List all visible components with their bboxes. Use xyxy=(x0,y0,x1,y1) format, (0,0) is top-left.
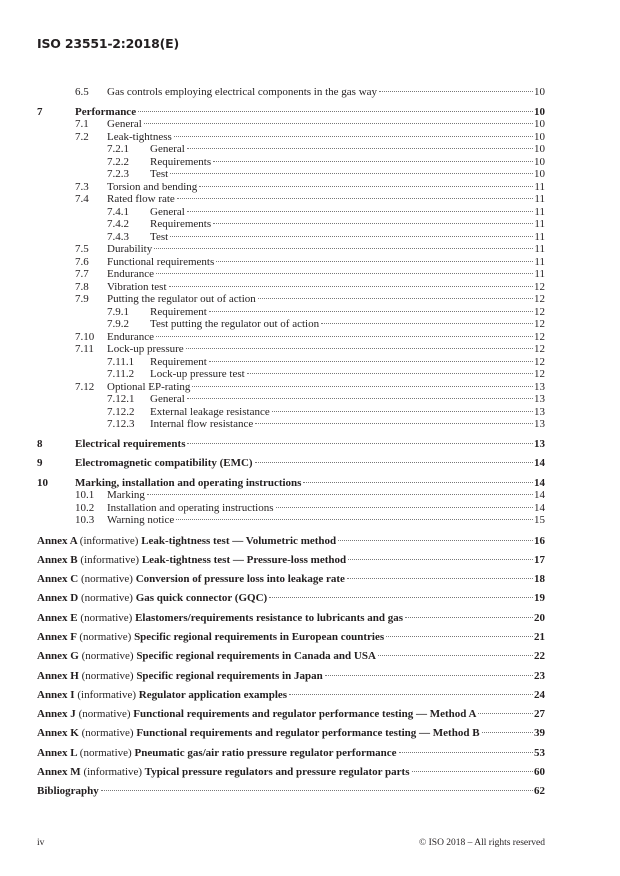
toc-entry-page: 10 xyxy=(534,155,545,168)
toc-entry-number: 7.6 xyxy=(75,255,89,268)
dot-leader xyxy=(399,752,533,753)
annex-label: Annex E xyxy=(37,611,78,624)
toc-entry-page: 11 xyxy=(534,205,545,218)
annex-title-text: Typical pressure regulators and pressure regulator parts xyxy=(144,766,410,779)
dot-leader xyxy=(247,373,533,374)
toc-entry-number: 7.12.1 xyxy=(107,393,135,405)
annex-entry[interactable] xyxy=(37,647,545,666)
annex-title-text: Bibliography xyxy=(37,785,99,798)
toc-entry-title: Durability xyxy=(107,243,153,255)
annex-entry-title xyxy=(37,686,288,705)
toc-entry-title: Requirement xyxy=(150,355,207,368)
dot-leader xyxy=(272,411,533,412)
toc-entry-number: 7.2 xyxy=(75,130,89,143)
toc-entry-number: 7.7 xyxy=(75,268,89,280)
toc-entry-page: 14 xyxy=(534,457,545,469)
annex-kind: (normative) xyxy=(79,746,132,759)
annex-kind: (informative) xyxy=(77,688,136,701)
annex-entry[interactable] xyxy=(37,589,545,608)
toc-entry-page: 12 xyxy=(534,330,545,343)
annex-label: Annex G xyxy=(37,650,79,663)
toc-entry-page: 13 xyxy=(534,437,545,450)
dot-leader xyxy=(174,136,533,137)
annex-kind: (informative) xyxy=(79,534,139,547)
toc-entry[interactable] xyxy=(37,343,545,356)
toc-entry-number: 7.2.2 xyxy=(107,155,129,168)
annex-kind: (informative) xyxy=(83,766,143,779)
annex-kind: (normative) xyxy=(81,573,133,586)
annex-label: Annex K xyxy=(37,727,79,740)
toc-entry-title: External leakage resistance xyxy=(150,405,270,418)
toc-entry-number: 7.11.2 xyxy=(107,368,135,380)
toc-entry-number: 7.4.2 xyxy=(107,218,129,230)
table-of-contents xyxy=(37,86,545,802)
toc-entry-title: General xyxy=(150,393,185,405)
annex-entry[interactable] xyxy=(37,782,545,801)
toc-entry[interactable] xyxy=(37,406,545,419)
dot-leader xyxy=(187,211,534,212)
annex-entry[interactable] xyxy=(37,744,545,763)
dot-leader xyxy=(177,198,534,199)
toc-entry[interactable] xyxy=(37,206,545,219)
toc-entry-page: 14 xyxy=(534,476,545,489)
toc-entry-page: 12 xyxy=(534,368,545,380)
annex-kind: (normative) xyxy=(79,630,132,643)
dot-leader xyxy=(101,790,533,791)
annex-title-text: Functional requirements and regulator performance testing — Method B xyxy=(136,727,480,740)
annex-label: Annex H xyxy=(37,669,79,682)
dot-leader xyxy=(186,348,533,349)
dot-leader xyxy=(154,248,533,249)
toc-entry-number: 7.2.1 xyxy=(107,143,129,155)
annex-title-text: Specific regional requirements in European countries xyxy=(134,630,385,643)
annex-entry-title xyxy=(37,551,347,570)
toc-entry-title: General xyxy=(107,118,142,130)
annex-entry-title xyxy=(37,782,100,801)
toc-entry-number: 7.3 xyxy=(75,180,89,193)
toc-entry-page: 10 xyxy=(534,105,545,118)
dot-leader xyxy=(325,675,533,676)
toc-entry-number: 7.11 xyxy=(75,343,94,355)
page-number: iv xyxy=(37,838,45,848)
toc-entry-number: 9 xyxy=(37,457,43,469)
toc-entry-page: 10 xyxy=(534,118,545,130)
toc-entry-title: Endurance xyxy=(107,268,155,280)
dot-leader xyxy=(276,507,534,508)
toc-entry-number: 7.11.1 xyxy=(107,355,135,368)
toc-entry-page: 12 xyxy=(534,280,545,293)
toc-entry-title: General xyxy=(150,205,185,218)
annex-entry[interactable] xyxy=(37,532,545,551)
dot-leader xyxy=(156,336,533,337)
annex-label: Annex F xyxy=(37,630,77,643)
annex-kind: (informative) xyxy=(80,553,140,566)
toc-entry[interactable] xyxy=(37,393,545,406)
dot-leader xyxy=(187,148,533,149)
annex-entry-title xyxy=(37,532,337,551)
toc-entry[interactable] xyxy=(37,331,545,344)
annex-title-text: Pneumatic gas/air ratio pressure regulator performance xyxy=(134,746,397,759)
toc-entry-title: Test xyxy=(150,230,169,243)
toc-entry[interactable] xyxy=(37,168,545,181)
dot-leader xyxy=(170,173,533,174)
document-id-header: ISO 23551-2:2018(E) xyxy=(37,36,179,51)
dot-leader xyxy=(378,655,533,656)
toc-entry[interactable] xyxy=(37,438,545,451)
annex-entry-title xyxy=(37,763,411,782)
dot-leader xyxy=(213,161,533,162)
toc-entry-page: 10 xyxy=(534,86,545,98)
toc-entry-number: 7.12.2 xyxy=(107,405,135,418)
toc-entry-page: 13 xyxy=(534,393,545,405)
toc-entry[interactable] xyxy=(37,243,545,256)
dot-leader xyxy=(258,298,533,299)
toc-entry-number: 7.12 xyxy=(75,380,95,393)
annex-title-text: Conversion of pressure loss into leakage rate xyxy=(135,573,345,586)
toc-entry-number: 7.4 xyxy=(75,193,89,205)
annex-kind: (normative) xyxy=(81,669,134,682)
dot-leader xyxy=(199,186,533,187)
toc-entry-title: Marking xyxy=(107,489,145,501)
dot-leader xyxy=(348,559,533,560)
annex-entry-title xyxy=(37,724,481,743)
toc-entry-page: 13 xyxy=(534,380,545,393)
annex-title-text: Elastomers/requirements resistance to lubricants and gas xyxy=(135,611,404,624)
toc-entry-title: Torsion and bending xyxy=(107,180,198,193)
annex-kind: (normative) xyxy=(81,592,133,605)
dot-leader xyxy=(255,462,533,463)
copyright-notice: © ISO 2018 – All rights reserved xyxy=(419,838,545,848)
toc-entry-page: 12 xyxy=(534,305,545,318)
toc-entry-number: 10.2 xyxy=(75,501,95,514)
annex-label: Annex L xyxy=(37,746,78,759)
annex-kind: (normative) xyxy=(81,650,134,663)
dot-leader xyxy=(187,398,533,399)
annex-title-text: Specific regional requirements in Canada and USA xyxy=(136,650,376,663)
toc-entry[interactable] xyxy=(37,381,545,394)
annex-entry[interactable] xyxy=(37,570,545,589)
annex-title-text: Gas quick connector (GQC) xyxy=(135,592,268,605)
dot-leader xyxy=(192,386,533,387)
dot-leader xyxy=(176,519,533,520)
toc-entry-title: Electrical requirements xyxy=(75,437,186,450)
annex-entry-page: 23 xyxy=(534,669,545,682)
annex-entry-page: 20 xyxy=(534,611,545,624)
toc-entry-number: 7 xyxy=(37,105,43,118)
annex-kind: (normative) xyxy=(78,708,131,721)
annex-entry-page: 18 xyxy=(534,573,545,586)
annex-entry-page: 17 xyxy=(534,553,545,566)
toc-entry[interactable] xyxy=(37,477,545,490)
toc-entry-page: 12 xyxy=(534,318,545,330)
dot-leader xyxy=(156,273,533,274)
toc-entry[interactable] xyxy=(37,502,545,515)
dot-leader xyxy=(289,694,533,695)
dot-leader xyxy=(138,111,533,112)
toc-entry-page: 11 xyxy=(534,193,545,205)
dot-leader xyxy=(170,236,533,237)
toc-entry-title: Requirement xyxy=(150,305,207,318)
toc-entry-page: 10 xyxy=(534,143,545,155)
toc-entry-page: 12 xyxy=(534,293,545,305)
annex-entry-page: 19 xyxy=(534,592,545,605)
toc-entry-title: Warning notice xyxy=(107,514,175,526)
toc-entry-title: Installation and operating instructions xyxy=(107,501,274,514)
annex-label: Annex D xyxy=(37,592,79,605)
toc-entry-title: Endurance xyxy=(107,330,155,343)
toc-entry-page: 13 xyxy=(534,405,545,418)
toc-entry-page: 11 xyxy=(534,230,545,243)
annex-entry-title xyxy=(37,628,385,647)
annex-entry-title xyxy=(37,609,404,628)
toc-entry-title: Test putting the regulator out of action xyxy=(150,318,320,330)
dot-leader xyxy=(303,482,533,483)
annex-title-text: Regulator application examples xyxy=(138,688,288,701)
dot-leader xyxy=(405,617,533,618)
toc-entry-title: Optional EP-rating xyxy=(107,380,191,393)
annex-entry-page: 27 xyxy=(534,708,545,721)
annex-entry-title xyxy=(37,589,268,608)
dot-leader xyxy=(412,771,534,772)
dot-leader xyxy=(147,494,533,495)
annex-entry[interactable] xyxy=(37,763,545,782)
annex-label: Annex J xyxy=(37,708,76,721)
annex-title-text: Leak-tightness test — Volumetric method xyxy=(141,534,337,547)
toc-entry-page: 10 xyxy=(534,130,545,143)
toc-entry[interactable] xyxy=(37,106,545,119)
dot-leader xyxy=(213,223,533,224)
annex-label: Annex I xyxy=(37,688,75,701)
toc-entry-number: 7.9 xyxy=(75,293,89,305)
toc-entry[interactable] xyxy=(37,514,545,527)
annex-entry[interactable] xyxy=(37,724,545,743)
toc-entry-title: Rated flow rate xyxy=(107,193,175,205)
toc-entry-page: 12 xyxy=(534,343,545,355)
toc-entry-number: 6.5 xyxy=(75,86,89,98)
dot-leader xyxy=(209,361,533,362)
toc-entry-title: Electromagnetic compatibility (EMC) xyxy=(75,457,253,469)
dot-leader xyxy=(338,540,533,541)
toc-entry-number: 7.4.3 xyxy=(107,230,129,243)
toc-entry-number: 10.3 xyxy=(75,514,95,526)
toc-entry-number: 7.5 xyxy=(75,243,89,255)
toc-entry[interactable] xyxy=(37,489,545,502)
annex-entry-title xyxy=(37,744,398,763)
toc-entry-page: 14 xyxy=(534,501,545,514)
toc-entry[interactable] xyxy=(37,156,545,169)
toc-entry[interactable] xyxy=(37,193,545,206)
toc-entry[interactable] xyxy=(37,306,545,319)
toc-entry[interactable] xyxy=(37,368,545,381)
annex-label: Annex A xyxy=(37,534,78,547)
toc-entry-page: 11 xyxy=(534,180,545,193)
dot-leader xyxy=(269,597,533,598)
page-footer xyxy=(37,838,545,848)
annex-title-text: Specific regional requirements in Japan xyxy=(136,669,323,682)
toc-entry-number: 7.10 xyxy=(75,330,95,343)
toc-entry-number: 10 xyxy=(37,476,48,489)
toc-entry[interactable] xyxy=(37,218,545,231)
toc-entry-number: 7.8 xyxy=(75,280,89,293)
dot-leader xyxy=(347,578,533,579)
toc-entry-page: 11 xyxy=(534,243,545,255)
toc-entry[interactable] xyxy=(37,118,545,131)
toc-entry-page: 11 xyxy=(534,255,545,268)
annex-entry-page: 16 xyxy=(534,534,545,547)
toc-entry-title: Vibration test xyxy=(107,280,167,293)
toc-entry-number: 10.1 xyxy=(75,489,95,501)
annex-entry[interactable] xyxy=(37,667,545,686)
annex-entry-page: 60 xyxy=(534,766,545,779)
annex-label: Annex C xyxy=(37,573,79,586)
annex-label: Annex M xyxy=(37,766,81,779)
dot-leader xyxy=(169,286,533,287)
annex-label: Annex B xyxy=(37,553,78,566)
dot-leader xyxy=(482,732,533,733)
toc-entry-page: 12 xyxy=(534,355,545,368)
dot-leader xyxy=(386,636,533,637)
dot-leader xyxy=(187,443,533,444)
toc-entry-page: 14 xyxy=(534,489,545,501)
annex-entry-title xyxy=(37,647,377,666)
annex-kind: (normative) xyxy=(81,727,134,740)
toc-entry-title: Gas controls employing electrical components in the gas way xyxy=(107,86,378,98)
dot-leader xyxy=(209,311,533,312)
annex-entry[interactable] xyxy=(37,686,545,705)
toc-entry-title: Lock-up pressure test xyxy=(150,368,245,380)
annex-entry-page: 62 xyxy=(534,785,545,798)
toc-entry-title: Lock-up pressure xyxy=(107,343,184,355)
toc-entry-page: 11 xyxy=(534,218,545,230)
toc-entry-page: 13 xyxy=(534,418,545,430)
toc-entry-title: Putting the regulator out of action xyxy=(107,293,256,305)
dot-leader xyxy=(216,261,533,262)
annex-entry-title xyxy=(37,570,346,589)
toc-entry-number: 7.9.1 xyxy=(107,305,129,318)
annex-entry[interactable] xyxy=(37,609,545,628)
annex-entry-page: 22 xyxy=(534,650,545,663)
toc-entry[interactable] xyxy=(37,131,545,144)
toc-entry[interactable] xyxy=(37,231,545,244)
dot-leader xyxy=(144,123,533,124)
dot-leader xyxy=(379,91,533,92)
toc-entry[interactable] xyxy=(37,256,545,269)
annex-entry-page: 24 xyxy=(534,688,545,701)
toc-entry-number: 7.2.3 xyxy=(107,168,129,180)
toc-entry[interactable] xyxy=(37,143,545,156)
toc-entry-page: 10 xyxy=(534,168,545,180)
annex-entry-page: 53 xyxy=(534,746,545,759)
toc-entry-title: Requirements xyxy=(150,155,212,168)
toc-entry-title: Requirements xyxy=(150,218,212,230)
toc-entry[interactable] xyxy=(37,181,545,194)
toc-entry-title: Marking, installation and operating instructions xyxy=(75,476,302,489)
toc-entry[interactable] xyxy=(37,86,545,99)
dot-leader xyxy=(478,713,533,714)
toc-entry-page: 11 xyxy=(534,268,545,280)
annex-entry[interactable] xyxy=(37,705,545,724)
dot-leader xyxy=(255,423,533,424)
toc-entry-number: 7.12.3 xyxy=(107,418,135,430)
toc-entry-title: Test xyxy=(150,168,169,180)
toc-entry[interactable] xyxy=(37,318,545,331)
toc-entry-number: 7.9.2 xyxy=(107,318,129,330)
toc-entry-number: 7.1 xyxy=(75,118,89,130)
toc-entry-number: 8 xyxy=(37,437,43,450)
toc-entry-title: Leak-tightness xyxy=(107,130,172,143)
annex-entry[interactable] xyxy=(37,551,545,570)
dot-leader xyxy=(321,323,533,324)
annex-entry-page: 39 xyxy=(534,727,545,740)
toc-entry-title: Internal flow resistance xyxy=(150,418,254,430)
toc-entry-title: Performance xyxy=(75,105,137,118)
toc-entry-number: 7.4.1 xyxy=(107,205,129,218)
annex-entry-title xyxy=(37,705,477,724)
annex-title-text: Leak-tightness test — Pressure-loss method xyxy=(141,553,347,566)
toc-entry[interactable] xyxy=(37,457,545,470)
annex-title-text: Functional requirements and regulator performance testing — Method A xyxy=(133,708,477,721)
annex-entry-title xyxy=(37,667,324,686)
annex-entry[interactable] xyxy=(37,628,545,647)
toc-entry[interactable] xyxy=(37,418,545,431)
toc-entry[interactable] xyxy=(37,293,545,306)
annex-entry-page: 21 xyxy=(534,630,545,643)
toc-entry[interactable] xyxy=(37,356,545,369)
toc-entry-title: Functional requirements xyxy=(107,255,215,268)
toc-entry[interactable] xyxy=(37,281,545,294)
toc-entry-title: General xyxy=(150,143,185,155)
toc-entry[interactable] xyxy=(37,268,545,281)
annex-kind: (normative) xyxy=(80,611,133,624)
toc-entry-page: 15 xyxy=(534,514,545,526)
